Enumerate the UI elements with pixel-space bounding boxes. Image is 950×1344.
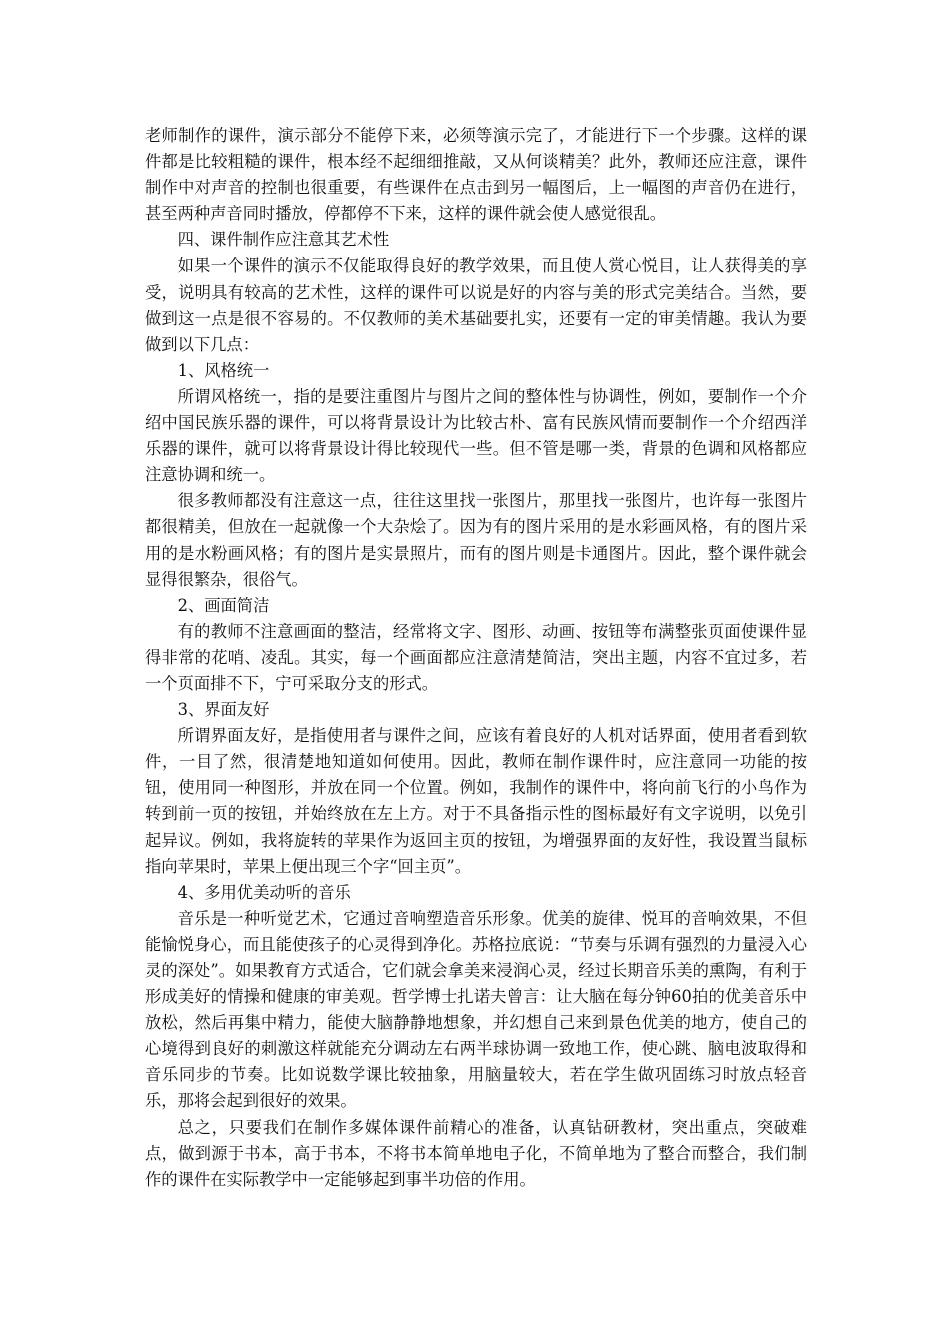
paragraph-artistry-intro: 如果一个课件的演示不仅能取得良好的教学效果，而且使人赏心悦目，让人获得美的享受，说明具有较高的艺术性，这样的课件可以说是好的内容与美的形式完美结合。当然，要做到这一点是很不容易的。不仅教师的美术基础要扎实，还要有一定的审美情趣。我认为要做到以下几点：: [145, 256, 807, 354]
document-body: [145, 123, 807, 1193]
paragraph-continuation: 老师制作的课件，演示部分不能停下来，必须等演示完了，才能进行下一个步骤。这样的课件都是比较粗糙的课件，根本经不起细细推敲，又从何谈精美？此外，教师还应注意，课件制作中对声音的控制也很重要，有些课件在点击到另一幅图后，上一幅图的声音仍在进行，甚至两种声音同时播放，停都停不下来，这样的课件就会使人感觉很乱。: [145, 126, 807, 224]
paragraph-friendly-interface: 所谓界面友好，是指使用者与课件之间，应该有着良好的人机对话界面，使用者看到软件，一目了然，很清楚地知道如何使用。因此，教师在制作课件时，应注意同一功能的按钮，使用同一种图形，并放在同一个位置。例如，我制作的课件中，将向前飞行的小鸟作为转到前一页的按钮，并始终放在左上方。对于不具备指示性的图标最好有文字说明，以免引起异议。例如，我将旋转的苹果作为返回主页的按钮，为增强界面的友好性，我设置当鼠标指向苹果时，苹果上便出现三个字“回主页”。: [145, 726, 807, 876]
subheading-music: 4、多用优美动听的音乐: [177, 882, 351, 902]
paragraph-music: 音乐是一种听觉艺术，它通过音响塑造音乐形象。优美的旋律、悦耳的音响效果，不但能愉悦身心，而且能使孩子的心灵得到净化。苏格拉底说：“节奏与乐调有强烈的力量浸入心灵的深处”。如果教育方式适合，它们就会拿美来浸润心灵，经过长期音乐美的熏陶，有利于形成美好的情操和健康的审美观。哲学博士扎诺夫曾言：让大脑在每分钟60拍的优美音乐中放松，然后再集中精力，能使大脑静静地想象，并幻想自己来到景色优美的地方，使自己的心境得到良好的刺激这样就能充分调动左右两半球协调一致地工作，使心跳、脑电波取得和音乐同步的节奏。比如说数学课比较抽象，用脑量较大，若在学生做巩固练习时放点轻音乐，那将会起到很好的效果。: [145, 908, 807, 1111]
subheading-style-unity: 1、风格统一: [177, 360, 270, 380]
paragraph-conclusion: 总之，只要我们在制作多媒体课件前精心的准备，认真钻研教材，突出重点，突破难点，做到源于书本，高于书本，不将书本简单地电子化，不简单地为了整合而整合，我们制作的课件在实际教学中一定能够起到事半功倍的作用。: [145, 1117, 807, 1189]
paragraph-style-unity: 所谓风格统一，指的是要注重图片与图片之间的整体性与协调性，例如，要制作一个介绍中国民族乐器的课件，可以将背景设计为比较古朴、富有民族风情而要制作一个介绍西洋乐器的课件，就可以将背景设计得比较现代一些。但不管是哪一类，背景的色调和风格都应注意协调和统一。: [145, 386, 807, 485]
paragraph-style-unity-2: 很多教师都没有注意这一点，往往这里找一张图片，那里找一张图片，也许每一张图片都很精美，但放在一起就像一个大杂烩了。因为有的图片采用的是水彩画风格，有的图片采用的是水粉画风格；有的图片是实景照片，而有的图片则是卡通图片。因此，整个课件就会显得很繁杂，很俗气。: [145, 491, 807, 589]
subheading-friendly-interface: 3、界面友好: [177, 700, 270, 720]
section-heading-artistry: 四、课件制作应注意其艺术性: [177, 230, 390, 250]
subheading-simple-screen: 2、画面简洁: [177, 595, 270, 615]
paragraph-simple-screen: 有的教师不注意画面的整洁，经常将文字、图形、动画、按钮等布满整张页面使课件显得非常的花哨、凌乱。其实，每一个画面都应注意清楚简洁，突出主题，内容不宜过多，若一个页面排不下，宁可采取分支的形式。: [145, 621, 807, 693]
